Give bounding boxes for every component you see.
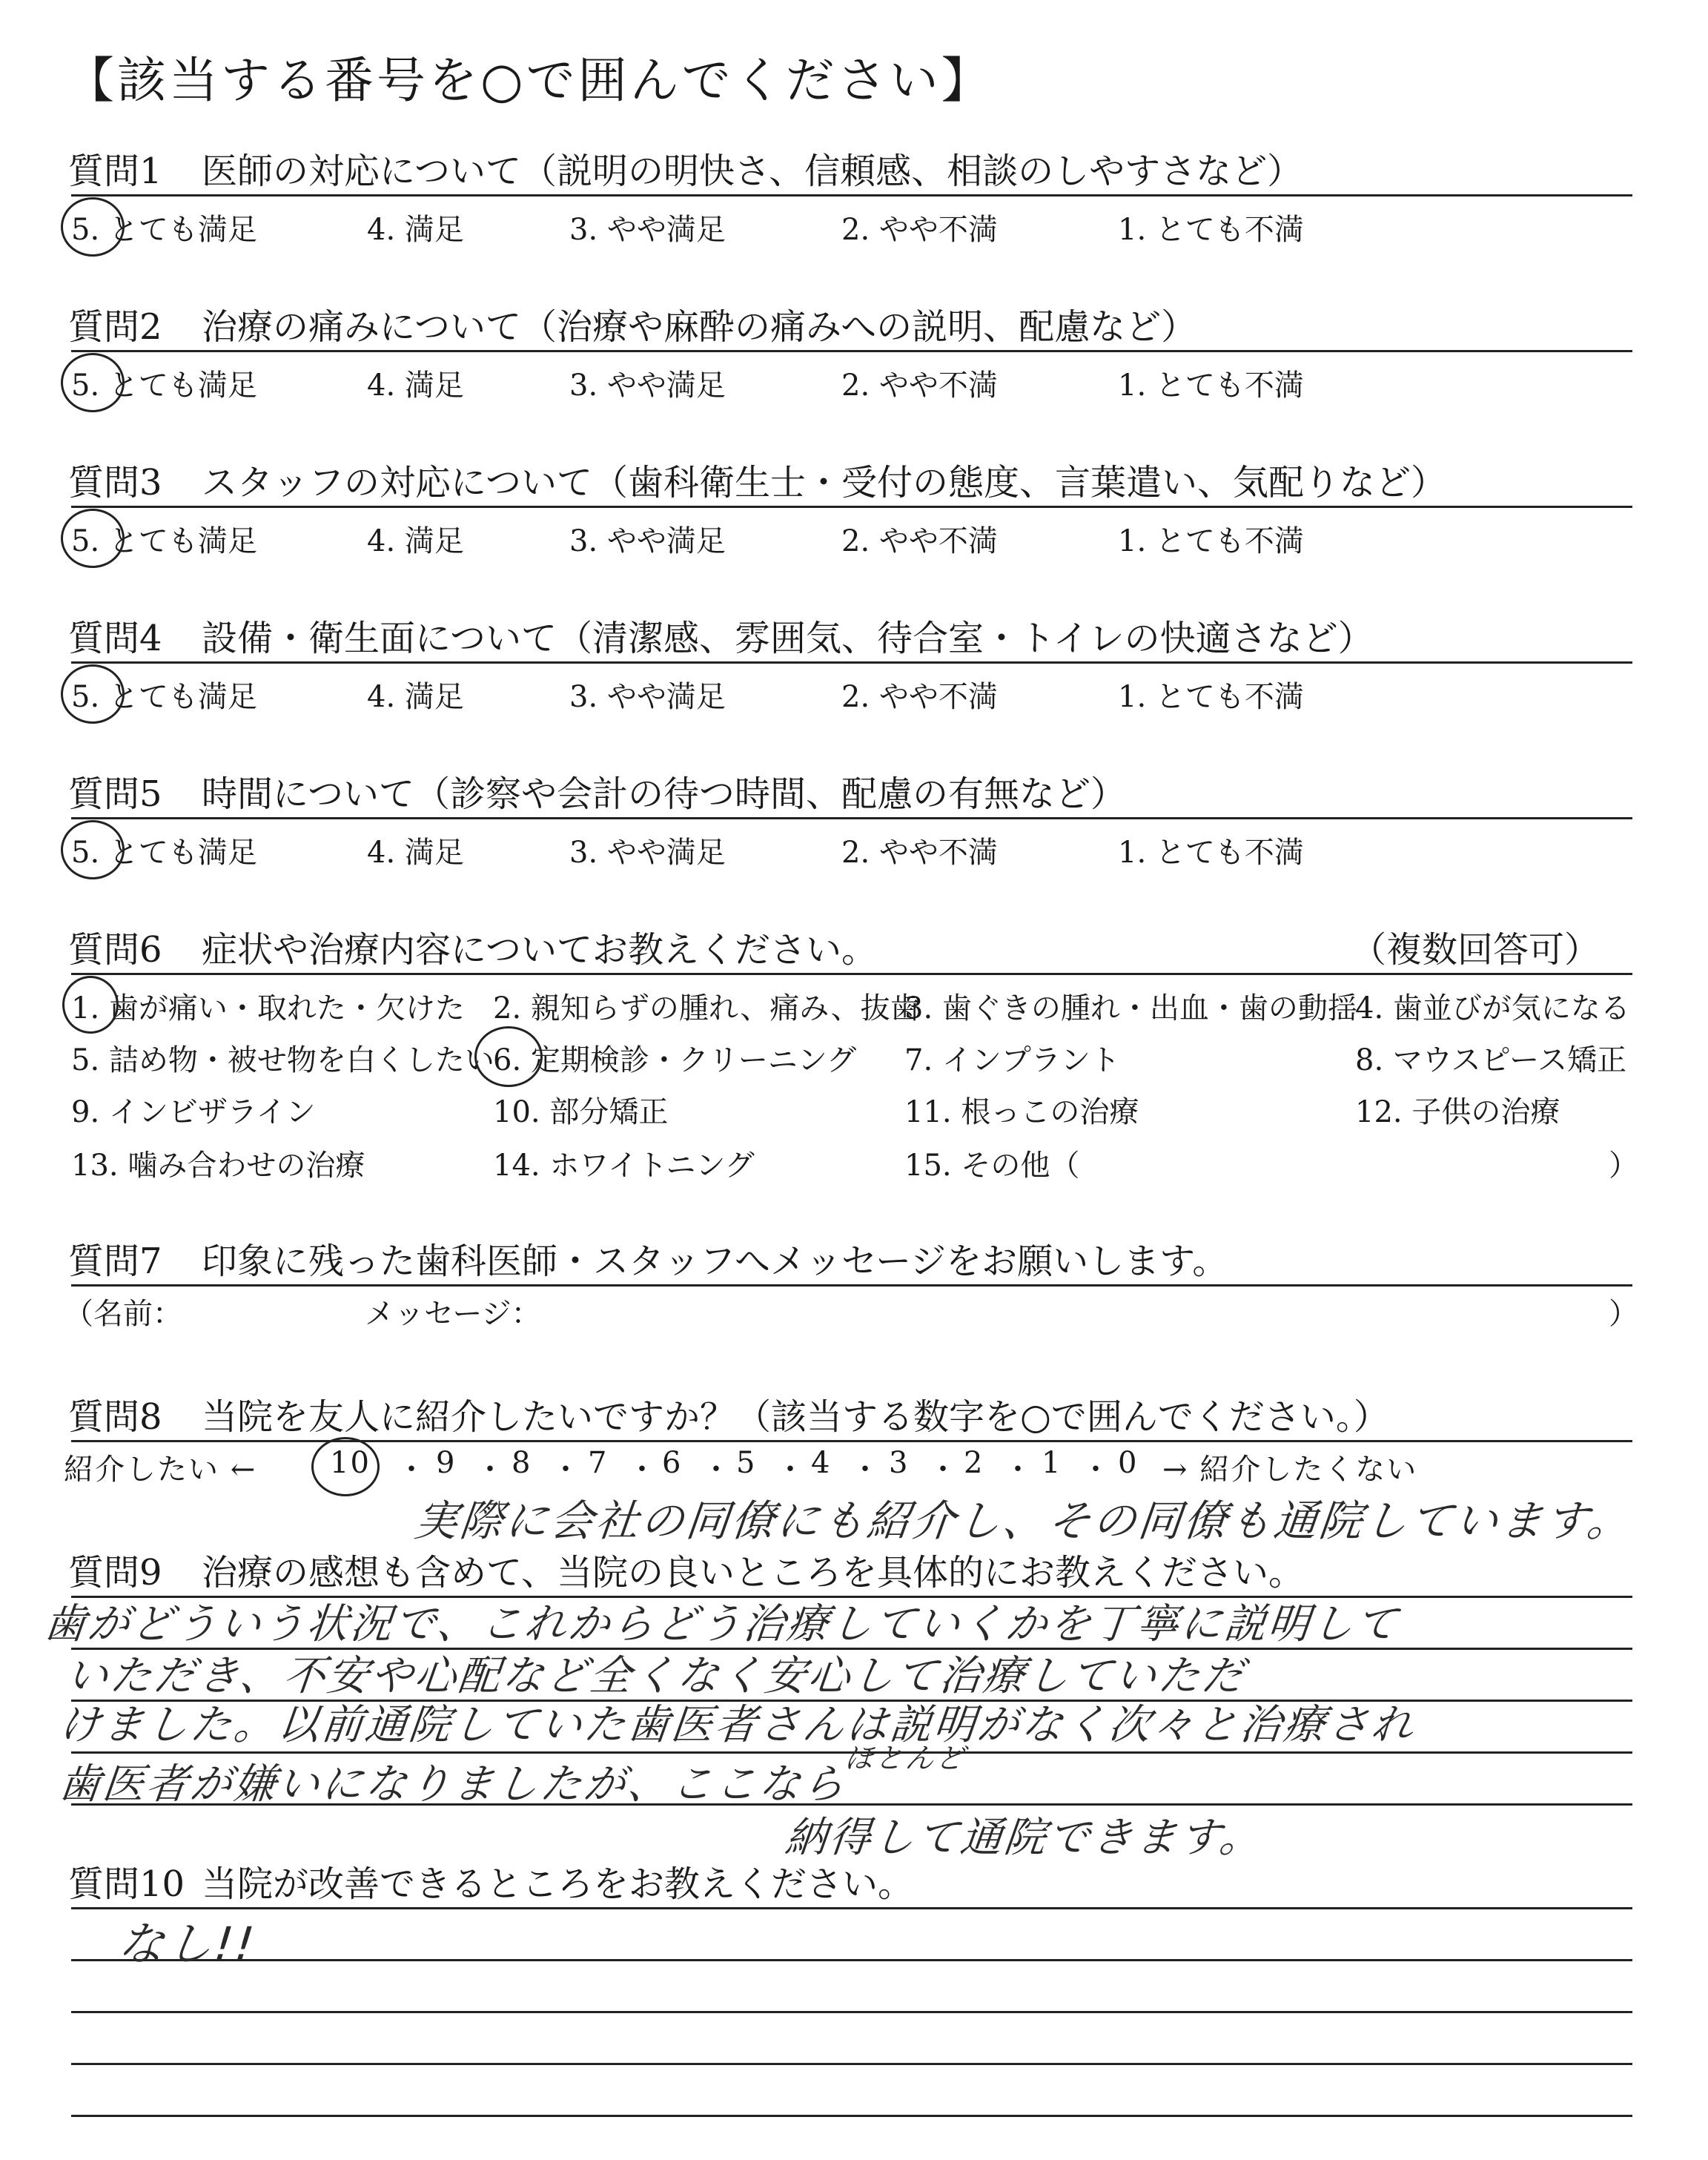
scale-option-2[interactable]: 2: [964, 1446, 984, 1480]
selection-circle: [61, 353, 125, 412]
question-text: 当院を友人に紹介したいですか？（該当する数字を○で囲んでください。）: [202, 1396, 1389, 1438]
question-label: 質問5: [68, 773, 162, 815]
handwritten-answer-line: 歯がどういう状況で、これからどう治療していくかを丁寧に説明して: [42, 1600, 1402, 1648]
question-label: 質問1: [68, 151, 162, 192]
question-label: 質問8: [68, 1396, 162, 1438]
scale-dot: ・: [397, 1453, 428, 1487]
answer-line: [71, 2115, 1632, 2117]
scale-dot: ・: [850, 1453, 881, 1487]
name-field-label[interactable]: （名前：: [64, 1297, 182, 1331]
question-text: スタッフの対応について（歯科衛生士・受付の態度、言葉遣い、気配りなど）: [202, 462, 1447, 503]
question-label: 質問3: [68, 462, 162, 503]
option-1[interactable]: 1. とても不満: [1118, 680, 1304, 714]
option-4[interactable]: 4. 満足: [367, 836, 464, 870]
symptom-option[interactable]: 6. 定期検診・クリーニング: [493, 1043, 857, 1077]
question-text: 時間について（診察や会計の待つ時間、配慮の有無など）: [202, 773, 1127, 815]
selection-circle: [311, 1437, 380, 1496]
answer-line: [71, 2063, 1632, 2065]
handwritten-answer-line: けました。以前通院していた歯医者さんは説明がなく次々と治療され: [56, 1701, 1417, 1749]
divider: [71, 973, 1632, 975]
option-5[interactable]: 5. とても満足: [71, 836, 257, 870]
scale-dot: ・: [1003, 1453, 1034, 1487]
scale-right-label: → 紹介したくない: [1162, 1453, 1418, 1487]
question-text: 設備・衛生面について（清潔感、雰囲気、待合室・トイレの快適さなど）: [202, 618, 1374, 659]
symptom-option[interactable]: 5. 詰め物・被せ物を白くしたい: [71, 1043, 494, 1077]
answer-line: [71, 2011, 1632, 2013]
handwritten-improvement-answer: なし!!: [115, 1917, 259, 1971]
scale-option-0[interactable]: 0: [1118, 1446, 1139, 1480]
symptom-option[interactable]: 10. 部分矯正: [493, 1095, 669, 1129]
scale-option-10[interactable]: 10: [330, 1446, 371, 1480]
question-text: 印象に残った歯科医師・スタッフへメッセージをお願いします。: [202, 1241, 1228, 1282]
option-4[interactable]: 4. 満足: [367, 680, 464, 714]
divider: [71, 1907, 1632, 1909]
option-2[interactable]: 2. やや不満: [841, 524, 998, 558]
divider: [71, 661, 1632, 664]
option-3[interactable]: 3. やや満足: [569, 836, 726, 870]
scale-dot: ・: [701, 1453, 732, 1487]
option-1[interactable]: 1. とても不満: [1118, 524, 1304, 558]
question-text: 治療の痛みについて（治療や麻酔の痛みへの説明、配慮など）: [202, 306, 1197, 348]
question-text: 当院が改善できるところをお教えください。: [202, 1863, 914, 1905]
selection-circle: [61, 820, 125, 879]
selection-circle: [61, 664, 125, 724]
question-text: 治療の感想も含めて、当院の良いところを具体的にお教えください。: [202, 1552, 1305, 1593]
scale-option-5[interactable]: 5: [736, 1446, 757, 1480]
symptom-option[interactable]: 12. 子供の治療: [1355, 1095, 1560, 1129]
scale-option-1[interactable]: 1: [1042, 1446, 1062, 1480]
scale-dot: ・: [627, 1453, 658, 1487]
scale-option-7[interactable]: 7: [588, 1446, 609, 1480]
question-label: 質問6: [68, 929, 162, 971]
other-close-paren: ）: [1609, 1149, 1638, 1183]
option-5[interactable]: 5. とても満足: [71, 369, 257, 403]
divider: [71, 1284, 1632, 1287]
handwritten-answer-line: いただき、不安や心配など全くなく安心して治療していただ: [64, 1652, 1248, 1700]
option-1[interactable]: 1. とても不満: [1118, 213, 1304, 247]
scale-dot: ・: [928, 1453, 959, 1487]
option-2[interactable]: 2. やや不満: [841, 680, 998, 714]
question-label: 質問9: [68, 1552, 162, 1593]
option-2[interactable]: 2. やや不満: [841, 836, 998, 870]
symptom-option[interactable]: 2. 親知らずの腫れ、痛み、抜歯: [493, 991, 920, 1025]
symptom-option[interactable]: 1. 歯が痛い・取れた・欠けた: [71, 991, 465, 1025]
scale-dot: ・: [551, 1453, 582, 1487]
handwritten-insertion: ほとんど: [843, 1742, 968, 1774]
question-label: 質問4: [68, 618, 162, 659]
selection-circle: [474, 1026, 543, 1087]
symptom-option[interactable]: 14. ホワイトニング: [493, 1149, 755, 1183]
scale-option-3[interactable]: 3: [889, 1446, 910, 1480]
symptom-option[interactable]: 11. 根っこの治療: [904, 1095, 1139, 1129]
option-3[interactable]: 3. やや満足: [569, 680, 726, 714]
option-1[interactable]: 1. とても不満: [1118, 836, 1304, 870]
divider: [71, 506, 1632, 508]
divider: [71, 350, 1632, 352]
scale-option-6[interactable]: 6: [662, 1446, 683, 1480]
selection-circle: [62, 976, 119, 1034]
scale-left-label: 紹介したい ←: [64, 1453, 257, 1487]
question-label: 質問7: [68, 1241, 162, 1282]
scale-option-9[interactable]: 9: [436, 1446, 457, 1480]
question-label: 質問10: [68, 1863, 185, 1905]
close-paren: ）: [1609, 1297, 1638, 1331]
scale-option-4[interactable]: 4: [811, 1446, 832, 1480]
symptom-option[interactable]: 3. 歯ぐきの腫れ・出血・歯の動揺: [904, 991, 1357, 1025]
option-3[interactable]: 3. やや満足: [569, 369, 726, 403]
selection-circle: [61, 197, 125, 257]
option-4[interactable]: 4. 満足: [367, 213, 464, 247]
scale-dot: ・: [475, 1453, 506, 1487]
option-2[interactable]: 2. やや不満: [841, 213, 998, 247]
handwritten-referral-note: 実際に会社の同僚にも紹介し、その同僚も通院しています。: [411, 1496, 1635, 1546]
divider: [71, 194, 1632, 196]
scale-dot: ・: [1081, 1453, 1112, 1487]
divider: [71, 817, 1632, 819]
symptom-option[interactable]: 13. 噛み合わせの治療: [71, 1149, 365, 1183]
scale-dot: ・: [775, 1453, 807, 1487]
option-1[interactable]: 1. とても不満: [1118, 369, 1304, 403]
page-title: 【該当する番号を○で囲んでください】: [65, 52, 993, 109]
option-2[interactable]: 2. やや不満: [841, 369, 998, 403]
question-text: 医師の対応について（説明の明快さ、信頼感、相談のしやすさなど）: [202, 151, 1303, 192]
option-3[interactable]: 3. やや満足: [569, 524, 726, 558]
question-label: 質問2: [68, 306, 162, 348]
option-5[interactable]: 5. とても満足: [71, 680, 257, 714]
symptom-option[interactable]: 9. インビザライン: [71, 1095, 316, 1129]
message-field-label[interactable]: メッセージ：: [365, 1297, 541, 1331]
symptom-option[interactable]: 4. 歯並びが気になる: [1355, 991, 1630, 1025]
answer-line: [71, 1959, 1632, 1961]
question-note: （複数回答可）: [1351, 929, 1601, 971]
option-4[interactable]: 4. 満足: [367, 524, 464, 558]
scale-option-8[interactable]: 8: [512, 1446, 532, 1480]
question-text: 症状や治療内容についてお教えください。: [202, 929, 878, 971]
handwritten-answer-line: 歯医者が嫌いになりましたが、ここなら: [56, 1760, 849, 1809]
symptom-option[interactable]: 8. マウスピース矯正: [1355, 1043, 1627, 1077]
option-3[interactable]: 3. やや満足: [569, 213, 726, 247]
symptom-option-other[interactable]: 15. その他（: [904, 1149, 1080, 1183]
selection-circle: [61, 509, 125, 568]
symptom-option[interactable]: 7. インプラント: [904, 1043, 1120, 1077]
option-5[interactable]: 5. とても満足: [71, 524, 257, 558]
handwritten-answer-line: 納得して通院できます。: [783, 1814, 1266, 1862]
option-5[interactable]: 5. とても満足: [71, 213, 257, 247]
divider: [71, 1440, 1632, 1442]
option-4[interactable]: 4. 満足: [367, 369, 464, 403]
